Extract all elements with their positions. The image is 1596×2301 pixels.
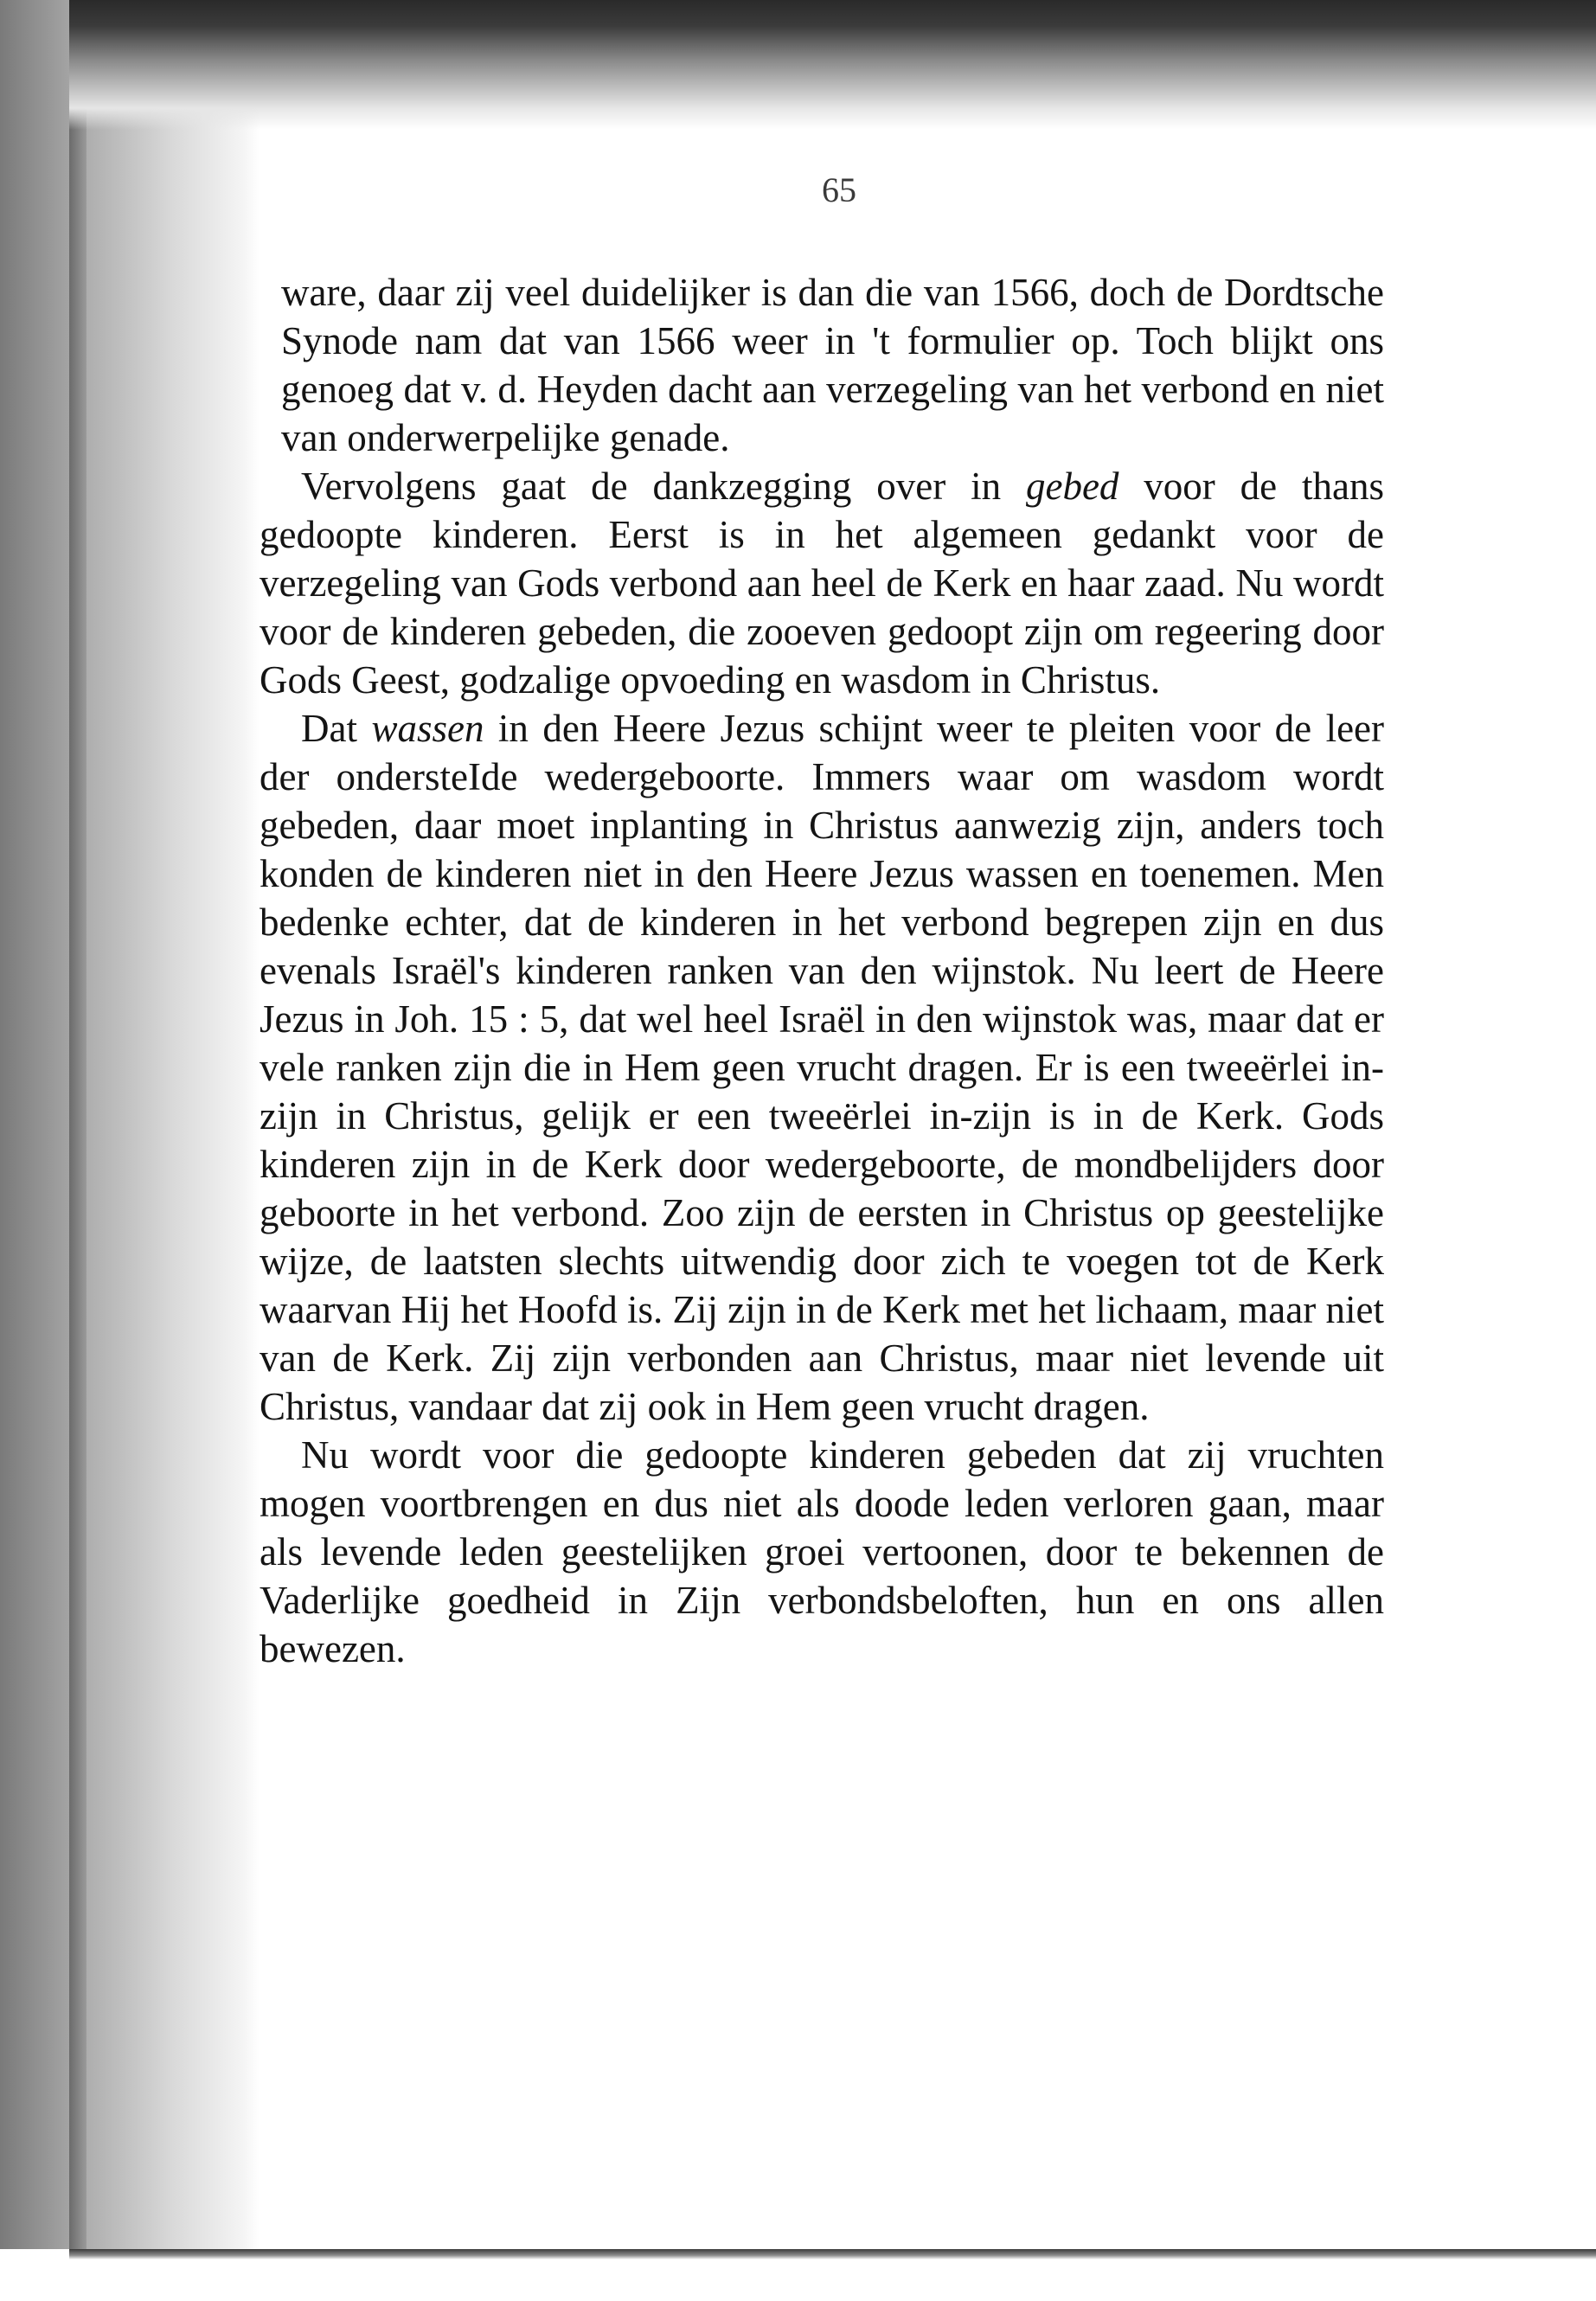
top-shadow	[69, 0, 1596, 130]
paragraph-3-emphasis: wassen	[371, 707, 484, 750]
binding-shadow	[0, 0, 260, 2249]
bottom-edge-shadow	[69, 2249, 1596, 2259]
paragraph-4-text: Nu wordt voor die gedoopte kinderen gebeden dat zij vruchten mogen voortbrengen en dus niet als doode leden verloren gaan, maar als levende leden geestelijken groei vertoonen, door te bekennen de Vaderlijke goedheid in Zijn verbondsbeloften, hun en ons allen bewezen.	[260, 1433, 1384, 1670]
paragraph-3-text-a: Dat	[301, 707, 372, 750]
paragraph-2-emphasis: gebed	[1025, 465, 1119, 508]
paragraph-3-text-b: in den Heere Jezus schijnt weer te pleiten voor de leer der ondersteIde wedergeboorte. Immers waar om wasdom wordt gebeden, daar moet inplanting in Christus aanwezig zijn, anders toch konden de kinderen niet in den Heere Jezus wassen en toenemen. Men bedenke echter, dat de kinderen in het verbond begrepen zijn en dus evenals Israël's kinderen ranken van den wijnstok. Nu leert de Heere Jezus in Joh. 15 : 5, dat wel heel Israël in den wijnstok was, maar dat er vele ranken zijn die in Hem geen vrucht dragen. Er is een tweeërlei in-zijn in Christus, gelijk er een tweeërlei in-zijn is in de Kerk. Gods kinderen zijn in de Kerk door wedergeboorte, de mondbelijders door geboorte in het verbond. Zoo zijn de eersten in Christus op geestelijke wijze, de laatsten slechts uitwendig door zich te voegen tot de Kerk waarvan Hij het Hoofd is. Zij zijn in de Kerk met het lichaam, maar niet van de Kerk. Zij zijn verbonden aan Christus, maar niet levende uit Christus, vandaar dat zij ook in Hem geen vrucht dragen.	[260, 707, 1385, 1428]
paragraph-1-text: ware, daar zij veel duidelijker is dan die van 1566, doch de Dordtsche Synode nam dat van 1566 weer in 't formulier op. Toch blijkt ons genoeg dat v. d. Heyden dacht aan verzegeling van het verbond en niet van onderwerpelijke genade.	[281, 271, 1384, 459]
page-body	[260, 268, 1384, 1673]
paragraph-2-text-a: Vervolgens gaat de dankzegging over in	[301, 465, 1026, 508]
paragraph-4	[260, 1431, 1384, 1673]
paragraph-3	[260, 704, 1384, 1431]
book-page	[260, 164, 1384, 1673]
page-number: 65	[822, 170, 856, 209]
paragraph-2	[260, 462, 1384, 704]
paragraph-2-text-b: voor de thans gedoopte kinderen. Eerst is in het algemeen gedankt voor de verzegeling van Gods verbond aan heel de Kerk en haar zaad. Nu wordt voor de kinderen gebeden, die zooeven gedoopt zijn om regeering door Gods Geest, godzalige opvoeding en wasdom in Christus.	[260, 465, 1384, 702]
paragraph-1	[260, 268, 1384, 462]
page-edge-shadow	[69, 0, 87, 2249]
